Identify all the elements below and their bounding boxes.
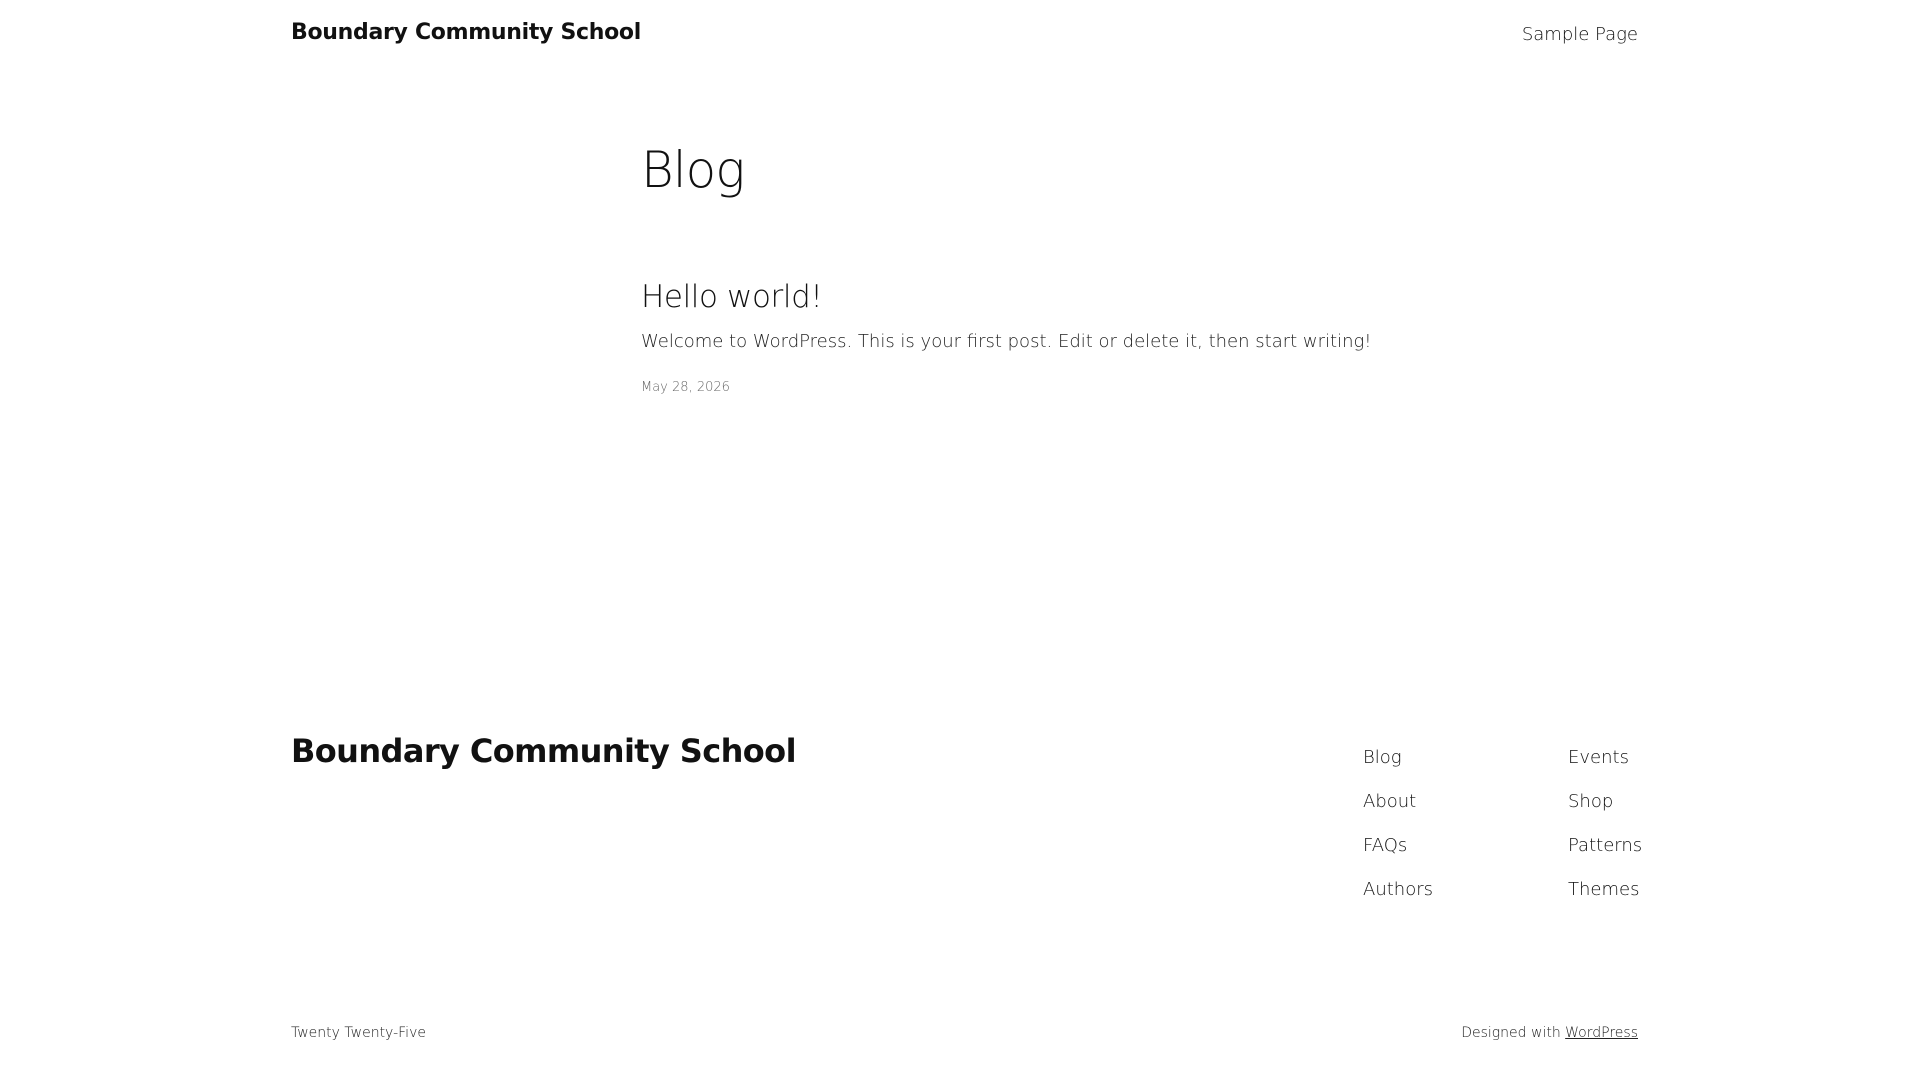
post-title-link[interactable]: Hello world! xyxy=(641,279,823,315)
post-item xyxy=(641,278,1441,395)
footer-link-events[interactable]: Events xyxy=(1568,747,1629,768)
nav-sample-page-link[interactable]: Sample Page xyxy=(1521,24,1638,45)
theme-name: Twenty Twenty-Five xyxy=(291,1025,426,1041)
site-header xyxy=(0,0,1920,72)
post-excerpt: Welcome to WordPress. This is your first post. Edit or delete it, then start writing! xyxy=(641,331,1372,352)
main-content xyxy=(641,140,1441,395)
designed-with-text: Designed with xyxy=(1461,1025,1566,1041)
footer-link-patterns[interactable]: Patterns xyxy=(1568,835,1643,856)
footer-link-shop[interactable]: Shop xyxy=(1568,791,1614,812)
wordpress-link[interactable]: WordPress xyxy=(1565,1025,1638,1041)
footer-nav-column-2 xyxy=(1568,736,1642,912)
site-title-link[interactable]: Boundary Community School xyxy=(291,20,641,45)
post-date: May 28, 2026 xyxy=(641,380,730,395)
footer-site-title-link[interactable]: Boundary Community School xyxy=(291,732,796,770)
designed-with-credit xyxy=(1461,1025,1638,1041)
footer-link-themes[interactable]: Themes xyxy=(1568,879,1640,900)
footer-link-authors[interactable]: Authors xyxy=(1363,879,1433,900)
footer-nav-column-1 xyxy=(1363,736,1433,912)
page-title: Blog xyxy=(641,141,745,199)
footer-link-faqs[interactable]: FAQs xyxy=(1363,835,1408,856)
footer-link-about[interactable]: About xyxy=(1363,791,1417,812)
footer-link-blog[interactable]: Blog xyxy=(1363,747,1402,768)
